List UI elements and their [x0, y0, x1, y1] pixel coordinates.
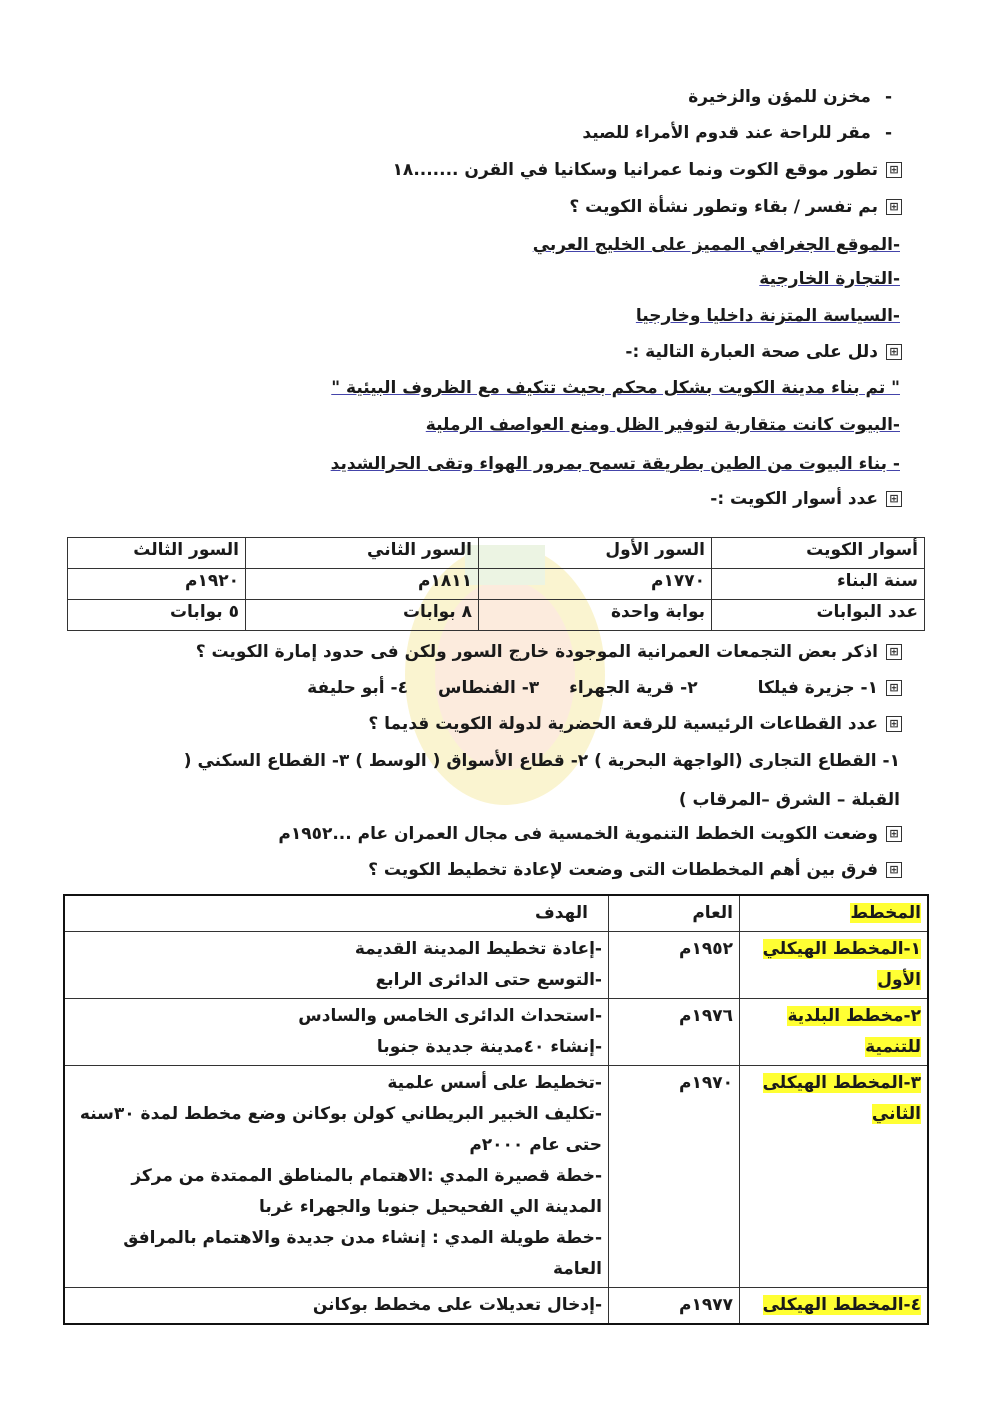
checkbox-icon: ⊞: [886, 199, 902, 215]
item-five-year-plans: ⊞وضعت الكويت الخطط التنموية الخمسية فى مجال العمران عام ...١٩٥٢م: [60, 823, 902, 845]
table-cell: عدد البوابات: [712, 600, 925, 631]
table-cell: السور الثاني: [246, 538, 479, 569]
question-explain: ⊞بم تفسر / بقاء وتطور نشأة الكويت ؟: [60, 196, 902, 218]
checkbox-icon: ⊞: [886, 344, 902, 360]
checkbox-icon: ⊞: [886, 491, 902, 507]
plan-goals: -استحداث الدائرى الخامس والسادس -إنشاء ٤٠مدينة جديدة جنوبا: [64, 999, 609, 1066]
question-walls: ⊞عدد أسوار الكويت :-: [60, 488, 902, 510]
table-cell: الهدف: [64, 895, 609, 932]
plan-goals: -إعادة تخطيط المدينة القديمة -التوسع حتى الدائرى الرابع: [64, 932, 609, 999]
checkbox-icon: ⊞: [886, 162, 902, 178]
plan-year: ١٩٧٦م: [609, 999, 740, 1066]
table-cell: بوابة واحدة: [479, 600, 712, 631]
answer-line-1: -الموقع الجغرافي المميز على الخليج العربي: [532, 235, 900, 255]
question-settlements: ⊞اذكر بعض التجمعات العمرانية الموجودة خارج السور ولكن فى حدود إمارة الكويت ؟: [60, 641, 902, 663]
item-kut-development: ⊞تطور موقع الكوت ونما عمرانيا وسكانيا في القرن .......١٨: [60, 159, 902, 181]
table-cell: سنة البناء: [712, 569, 925, 600]
table-row: [68, 600, 925, 631]
table-row: [64, 999, 928, 1066]
table-cell: ٥ بوابات: [68, 600, 246, 631]
table-cell: ٨ بوابات: [246, 600, 479, 631]
table-cell: العام: [609, 895, 740, 932]
question-prove: ⊞دلل على صحة العبارة التالية :-: [60, 341, 902, 363]
table-cell: أسوار الكويت: [712, 538, 925, 569]
table-cell: ١٧٧٠م: [479, 569, 712, 600]
table-row: [68, 538, 925, 569]
question-plans-difference: ⊞فرق بين أهم المخططات التى وضعت لإعادة تخطيط الكويت ؟: [60, 859, 902, 881]
sectors-answer-1: ١- القطاع التجارى (الواجهة البحرية ) ٢- قطاع الأسواق ( الوسط ) ٣- القطاع السكني (: [183, 751, 900, 771]
answer-mud-houses: - بناء البيوت من الطين بطريقة تسمح بمرور الهواء وتقى الحرالشديد: [330, 454, 900, 474]
table-cell: السور الثالث: [68, 538, 246, 569]
checkbox-icon: ⊞: [886, 862, 902, 878]
answer-line-2: -التجارة الخارجية: [759, 269, 900, 289]
plans-table: [63, 894, 929, 1325]
bullet-line-1: -مخزن للمؤن والزخيرة: [688, 87, 892, 107]
table-row: [64, 932, 928, 999]
settlements-list: ⊞١- جزيرة فيلكا٢- قرية الجهراء٣- الفنطاس٤- أبو حليفة: [60, 677, 902, 699]
checkbox-icon: ⊞: [886, 826, 902, 842]
statement-quote: " تم بناء مدينة الكويت بشكل محكم بحيث تتكيف مع الظروف البيئية ": [331, 378, 900, 398]
table-row: [64, 1288, 928, 1325]
plan-name: ٢-مخطط البلدية للتنمية: [787, 1006, 921, 1057]
plan-name: ٣-المخطط الهيكلى الثاني: [762, 1073, 921, 1124]
walls-table: [67, 537, 925, 631]
question-sectors: ⊞عدد القطاعات الرئيسية للرقعة الحضرية لدولة الكويت قديما ؟: [60, 713, 902, 735]
checkbox-icon: ⊞: [886, 716, 902, 732]
plan-year: ١٩٧٠م: [609, 1066, 740, 1288]
plan-year: ١٩٥٢م: [609, 932, 740, 999]
answer-line-3: -السياسة المتزنة داخليا وخارجيا: [635, 306, 900, 326]
table-cell: السور الأول: [479, 538, 712, 569]
table-row: [64, 1066, 928, 1288]
bullet-line-2: -مقر للراحة عند قدوم الأمراء للصيد: [582, 123, 892, 143]
table-cell: ١٩٢٠م: [68, 569, 246, 600]
table-row: [64, 895, 928, 932]
plan-year: ١٩٧٧م: [609, 1288, 740, 1325]
table-cell: ١٨١١م: [246, 569, 479, 600]
checkbox-icon: ⊞: [886, 680, 902, 696]
table-row: [68, 569, 925, 600]
table-cell: المخطط: [850, 903, 921, 923]
answer-houses-close: -البيوت كانت متقاربة لتوفير الظل ومنع العواصف الرملية: [425, 415, 900, 435]
sectors-answer-2: القبلة – الشرق –المرقاب ): [678, 790, 900, 810]
plan-goals: -تخطيط على أسس علمية -تكليف الخبير البريطاني كولن بوكانن وضع مخطط لمدة ٣٠سنه حتى عام ٢٠٠٠م -خطة قصيرة المدي :الاهتمام بالمناطق الممتدة من مركز المدينة الي الفحيحيل جنوبا والجهراء غربا -خطة طويلة المدي : إنشاء مدن جديدة والاهتمام بالمرافق العامة: [64, 1066, 609, 1288]
plan-name: ٤-المخطط الهيكلى: [762, 1295, 921, 1315]
plan-name: ١-المخطط الهيكلي الأول: [762, 939, 921, 990]
checkbox-icon: ⊞: [886, 644, 902, 660]
plan-goals: -إدخال تعديلات على مخطط بوكانن: [64, 1288, 609, 1325]
